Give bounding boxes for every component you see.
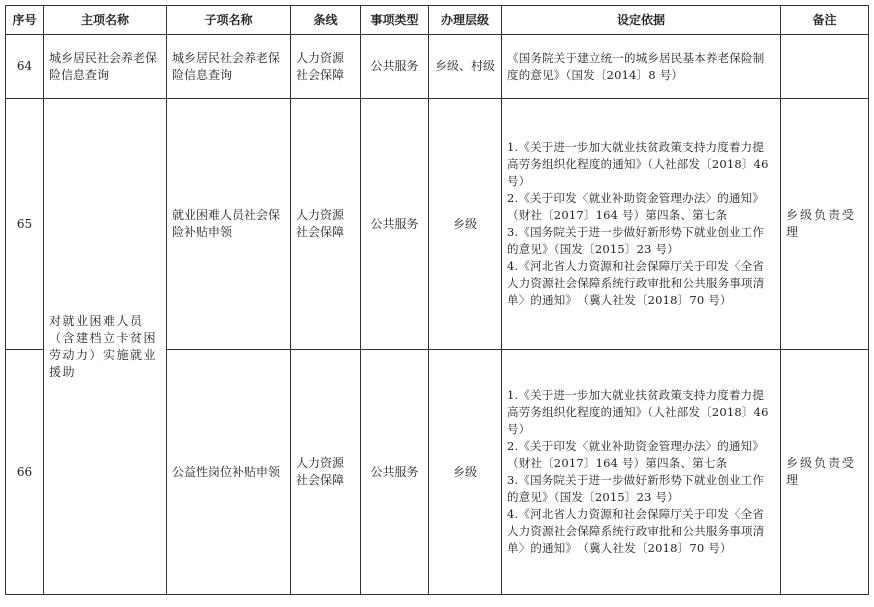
row-sub-item: 就业困难人员社会保险补贴申领 <box>167 99 291 350</box>
header-seq: 序号 <box>6 6 44 35</box>
row-level: 乡级 <box>429 350 502 595</box>
basis-item: 2.《关于印发〈就业补助资金管理办法〉的通知》（财社〔2017〕164 号）第四条、第七条 <box>507 191 765 222</box>
table-row <box>6 35 869 99</box>
row-seq: 64 <box>6 35 44 99</box>
row-seq: 65 <box>6 99 44 350</box>
header-main-item: 主项名称 <box>44 6 167 35</box>
basis-item: 1.《关于进一步加大就业扶贫政策支持力度着力提高劳务组织化程度的通知》（人社部发〔2018〕46 号） <box>507 140 769 188</box>
basis-item: 4.《河北省人力资源和社会保障厅关于印发〈全省人力资源社会保障系统行政审批和公共服务事项清单〉的通知》 （冀人社发〔2018〕70 号） <box>507 259 765 307</box>
basis-item: 4.《河北省人力资源和社会保障厅关于印发〈全省人力资源社会保障系统行政审批和公共服务事项清单〉的通知》 （冀人社发〔2018〕70 号） <box>507 507 765 555</box>
row-item-type: 公共服务 <box>361 35 429 99</box>
row-basis <box>502 99 781 350</box>
row-department: 人力资源社会保障 <box>291 99 361 350</box>
service-items-table <box>5 5 869 595</box>
basis-item: 1.《关于进一步加大就业扶贫政策支持力度着力提高劳务组织化程度的通知》（人社部发〔2018〕46 号） <box>507 388 769 436</box>
row-seq: 66 <box>6 350 44 595</box>
header-item-type: 事项类型 <box>361 6 429 35</box>
merged-main-item-cell <box>44 99 167 595</box>
basis-item: 3.《国务院关于进一步做好新形势下就业创业工作的意见》（国发〔2015〕23 号） <box>507 225 765 256</box>
row-basis <box>502 35 781 99</box>
header-remark: 备注 <box>781 6 869 35</box>
row-main-item: 城乡居民社会养老保险信息查询 <box>44 35 167 99</box>
row-main-item: 对就业困难人员（含建档立卡贫困劳动力）实施就业援助 <box>49 313 158 379</box>
row-item-type: 公共服务 <box>361 99 429 350</box>
row-department: 人力资源社会保障 <box>291 350 361 595</box>
row-sub-item: 城乡居民社会养老保险信息查询 <box>167 35 291 99</box>
header-department: 条线 <box>291 6 361 35</box>
row-remark: 乡级负责受理 <box>781 99 869 350</box>
header-level: 办理层级 <box>429 6 502 35</box>
table-header-row <box>6 6 869 35</box>
row-level: 乡级 <box>429 99 502 350</box>
header-sub-item: 子项名称 <box>167 6 291 35</box>
row-item-type: 公共服务 <box>361 350 429 595</box>
row-department: 人力资源社会保障 <box>291 35 361 99</box>
header-basis: 设定依据 <box>502 6 781 35</box>
table-row <box>6 99 869 350</box>
row-remark: 乡级负责受理 <box>781 350 869 595</box>
row-basis <box>502 350 781 595</box>
basis-item: 3.《国务院关于进一步做好新形势下就业创业工作的意见》（国发〔2015〕23 号） <box>507 473 765 504</box>
basis-item: 《国务院关于建立统一的城乡居民基本养老保险制度的意见》（国发〔2014〕8 号） <box>507 50 765 82</box>
document-page <box>5 5 869 595</box>
row-level: 乡级、村级 <box>429 35 502 99</box>
row-remark <box>781 35 869 99</box>
row-sub-item: 公益性岗位补贴申领 <box>167 350 291 595</box>
basis-item: 2.《关于印发〈就业补助资金管理办法〉的通知》（财社〔2017〕164 号）第四条、第七条 <box>507 439 765 470</box>
